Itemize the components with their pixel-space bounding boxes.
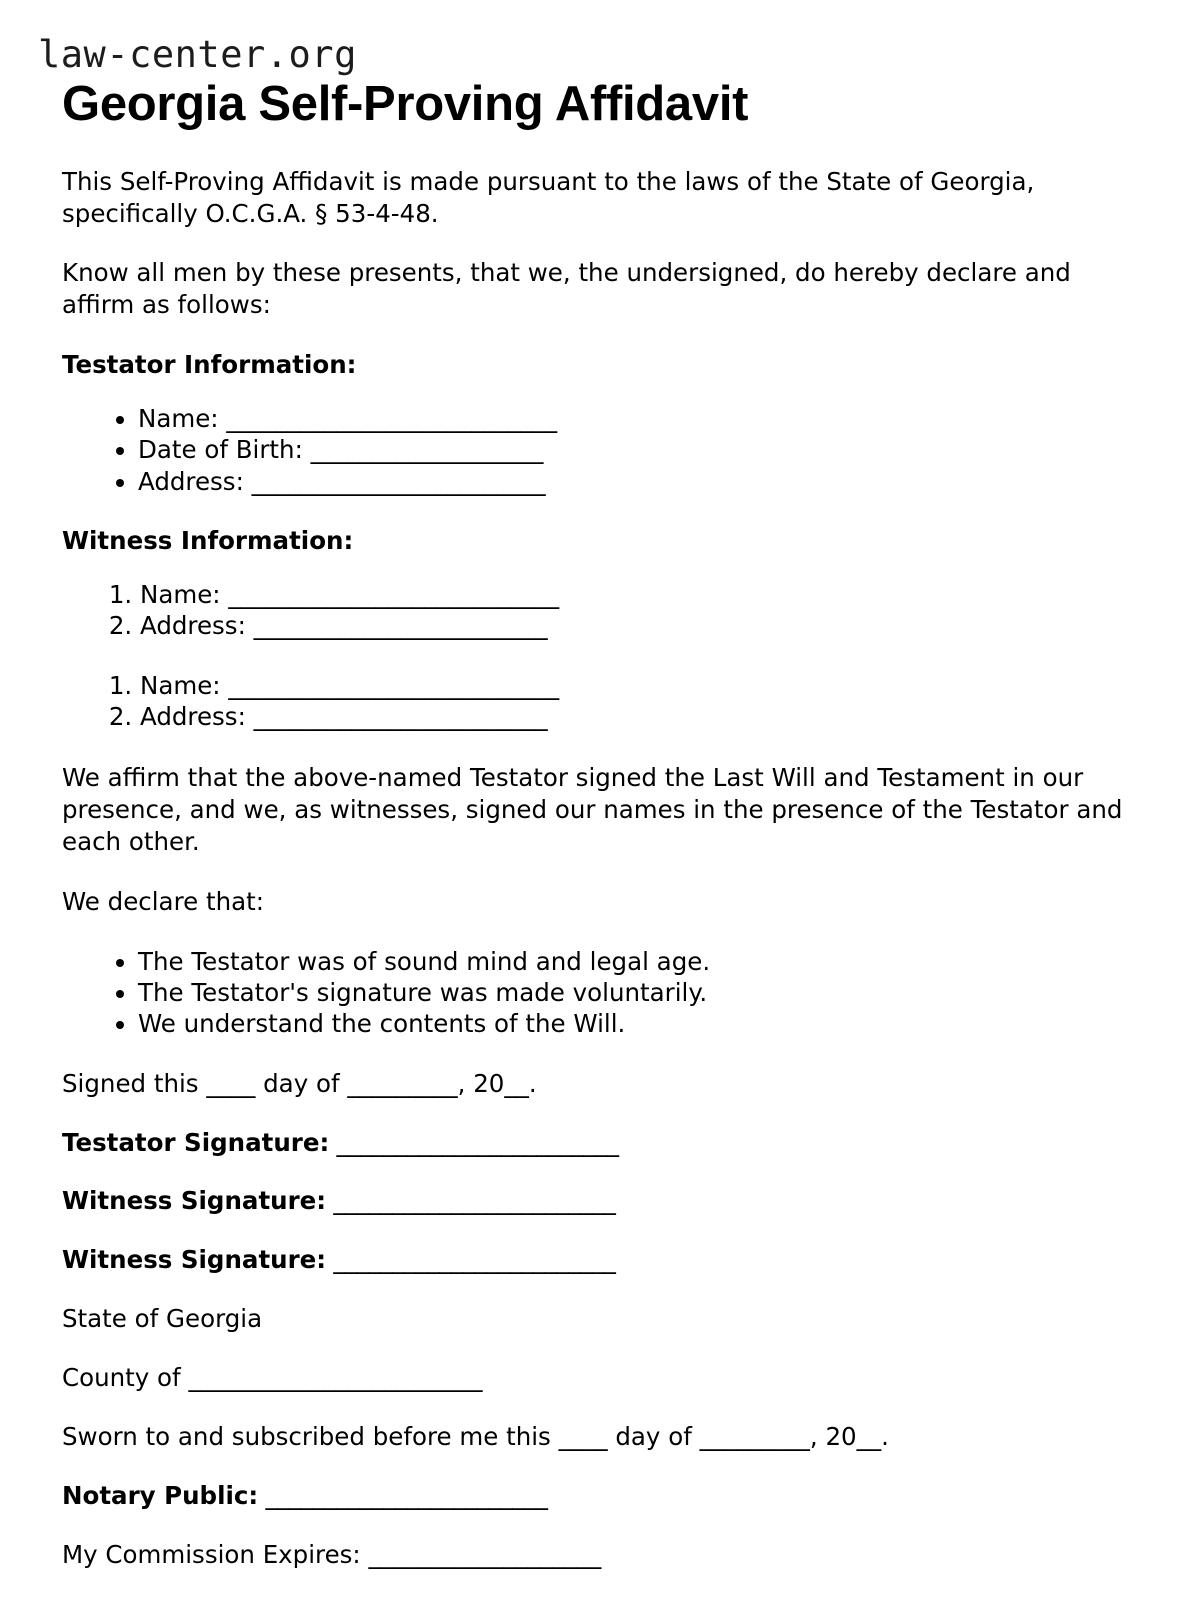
state-line: State of Georgia bbox=[62, 1304, 263, 1334]
witness-signature-blank-2: ________________________ bbox=[326, 1245, 616, 1275]
sworn-line: Sworn to and subscribed before me this ____ day of _________, 20__. bbox=[62, 1421, 889, 1451]
notary-public-blank: ________________________ bbox=[258, 1480, 548, 1510]
witness-two-list bbox=[62, 670, 1129, 733]
signed-this-line: Signed this ____ day of _________, 20__. bbox=[62, 1068, 537, 1098]
list-item: • We understand the contents of the Will. bbox=[138, 1008, 1129, 1039]
witness-signature-blank-1: ________________________ bbox=[326, 1186, 616, 1216]
witness-one-list bbox=[62, 579, 1129, 642]
declaration-list bbox=[62, 946, 1129, 1040]
witness-signature-label-2: Witness Signature: bbox=[62, 1245, 327, 1275]
intro-paragraph-1: This Self-Proving Affidavit is made pursuant to the laws of the State of Georgia, specifically O.C.G.A. § 53-4-48. bbox=[62, 166, 1035, 228]
list-item: 1. Name: ___________________________ bbox=[140, 579, 1129, 610]
intro-paragraph-2: Know all men by these presents, that we, the undersigned, do hereby declare and affirm as follows: bbox=[62, 258, 1071, 320]
affirmation-paragraph: We affirm that the above-named Testator signed the Last Will and Testament in our presence, and we, as witnesses, signed our names in the presence of the Testator and each other. bbox=[62, 763, 1123, 856]
list-item: 1. Name: ___________________________ bbox=[140, 670, 1129, 701]
list-item: • Address: ________________________ bbox=[138, 466, 1129, 497]
witness-signature-label-1: Witness Signature: bbox=[62, 1186, 327, 1216]
notary-public-label: Notary Public: bbox=[62, 1480, 259, 1510]
commission-expires-line: My Commission Expires: ___________________ bbox=[62, 1539, 602, 1569]
list-item: 2. Address: ________________________ bbox=[140, 701, 1129, 732]
witness-signature-line-1 bbox=[62, 1185, 1129, 1217]
list-item: • Date of Birth: ___________________ bbox=[138, 434, 1129, 465]
list-item: • The Testator's signature was made voluntarily. bbox=[138, 977, 1129, 1008]
county-line: County of ________________________ bbox=[62, 1362, 483, 1392]
list-item: • Name: ___________________________ bbox=[138, 403, 1129, 434]
testator-information-list bbox=[62, 403, 1129, 497]
testator-signature-blank: ________________________ bbox=[329, 1127, 619, 1157]
testator-signature-line bbox=[62, 1127, 1129, 1159]
notary-block bbox=[62, 1303, 1129, 1570]
declare-intro: We declare that: bbox=[62, 886, 264, 916]
page-title: Georgia Self-Proving Affidavit bbox=[62, 76, 749, 131]
testator-signature-label: Testator Signature: bbox=[62, 1127, 330, 1157]
witness-information-heading: Witness Information: bbox=[62, 526, 354, 556]
notary-public-line bbox=[62, 1480, 1129, 1512]
testator-information-heading: Testator Information: bbox=[62, 350, 357, 380]
list-item: 2. Address: ________________________ bbox=[140, 610, 1129, 641]
list-item: • The Testator was of sound mind and legal age. bbox=[138, 946, 1129, 977]
site-name: law-center.org bbox=[38, 33, 357, 76]
witness-signature-line-2 bbox=[62, 1244, 1129, 1276]
